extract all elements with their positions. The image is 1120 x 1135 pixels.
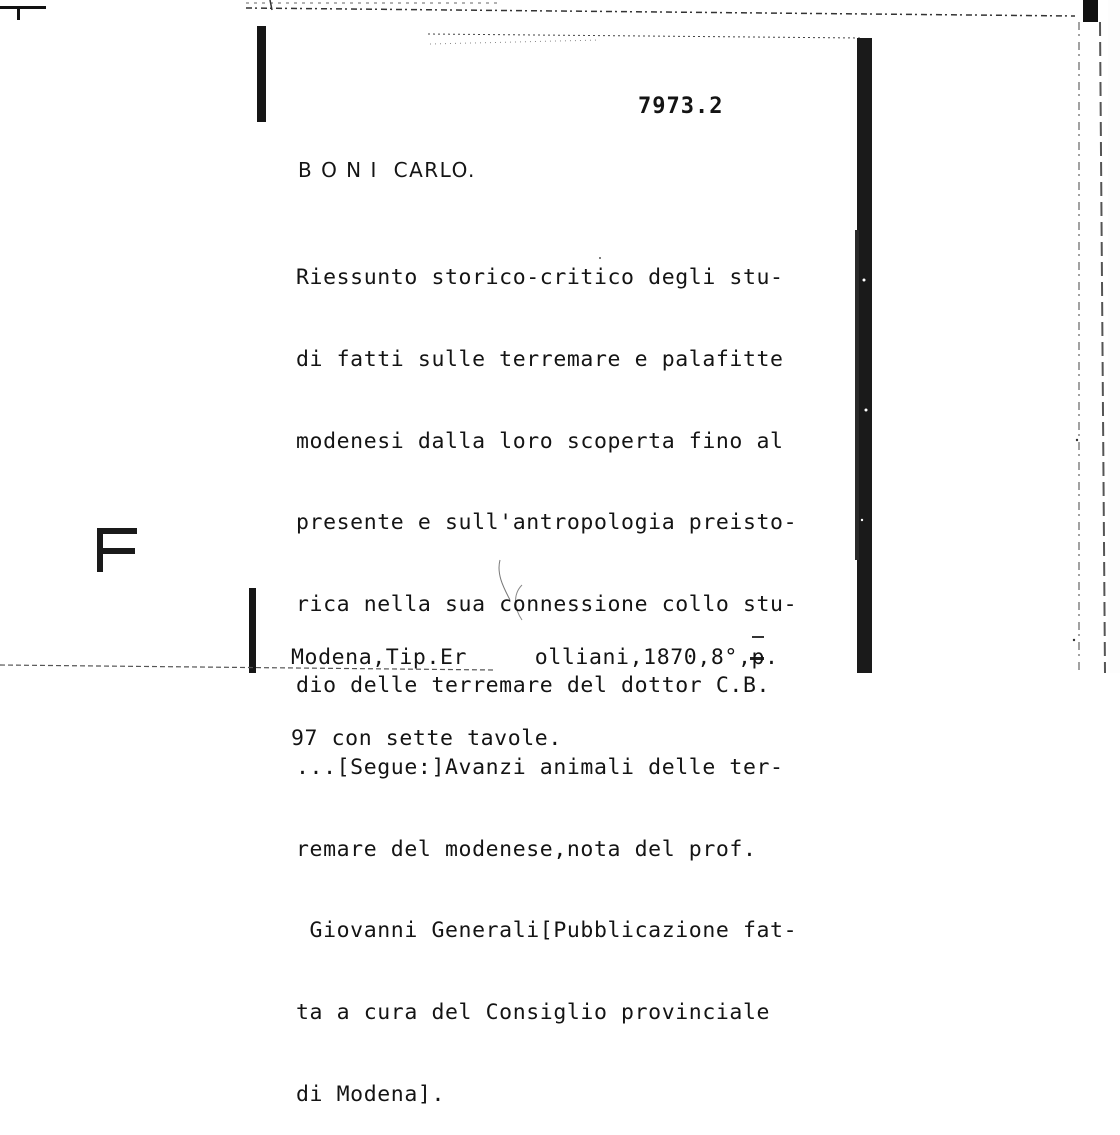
left-margin-mark bbox=[97, 528, 137, 572]
title-line: Riessunto storico-critico degli stu- bbox=[296, 265, 784, 291]
title-line: ...[Segue:]Avanzi animali delle ter- bbox=[296, 755, 784, 781]
imprint-line: 97 con sette tavole. bbox=[291, 726, 562, 751]
author-heading: B O N I CARLO. bbox=[298, 158, 476, 182]
imprint-line: Modena,Tip.Er olliani,1870,8°,p. bbox=[291, 645, 779, 670]
shelfmark-number: 7973.2 bbox=[638, 94, 724, 119]
title-line: Giovanni Generali[Pubblicazione fat- bbox=[296, 918, 798, 944]
scan-right-edge bbox=[1079, 0, 1120, 673]
title-line: di Modena]. bbox=[296, 1081, 445, 1107]
left-margin-bar-top bbox=[257, 26, 266, 122]
crop-mark-top-left bbox=[0, 6, 46, 20]
title-line: rica nella sua connessione collo stu- bbox=[296, 591, 798, 617]
title-line: presente e sull'antropologia preisto- bbox=[296, 510, 798, 536]
imprint-block bbox=[291, 590, 779, 779]
title-line: ta a cura del Consiglio provinciale bbox=[296, 999, 771, 1025]
card-top-edge bbox=[246, 0, 1075, 44]
title-line: dio delle terremare del dottor C.B. bbox=[296, 673, 771, 699]
title-line: remare del modenese,nota del prof. bbox=[296, 836, 757, 862]
title-line: modenesi dalla loro scoperta fino al bbox=[296, 428, 784, 454]
title-line: di fatti sulle terremare e palafitte bbox=[296, 347, 784, 373]
left-margin-bar-bottom bbox=[249, 588, 256, 673]
